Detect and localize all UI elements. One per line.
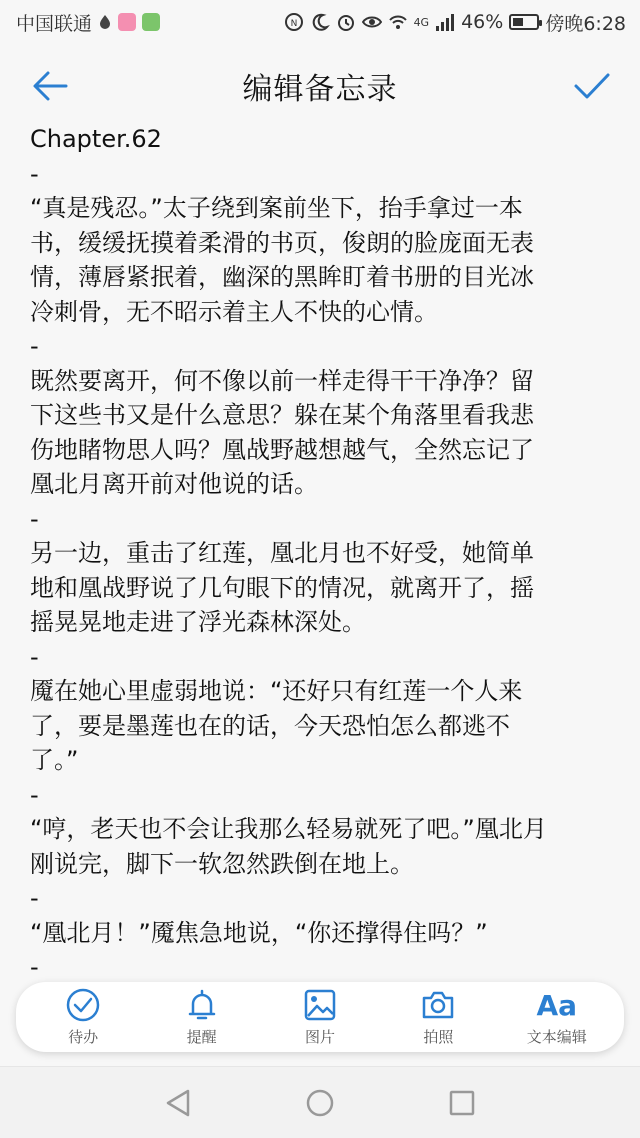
text-format-icon: Aa bbox=[536, 988, 578, 1022]
memo-line: 凰北月离开前对他说的话。 bbox=[30, 470, 318, 498]
arrow-left-icon bbox=[32, 70, 68, 102]
bell-icon bbox=[184, 987, 220, 1023]
carrier-name: 中国联通 bbox=[16, 12, 93, 35]
memo-line: - bbox=[30, 332, 39, 360]
memo-line: 地和凰战野说了几句眼下的情况，就离开了，摇 bbox=[30, 573, 534, 602]
reminder-button[interactable] bbox=[147, 984, 257, 1050]
status-right bbox=[284, 9, 626, 36]
memo-line: - bbox=[30, 780, 39, 809]
memo-line: 书，缓缓抚摸着柔滑的书页，俊朗的脸庞面无表 bbox=[30, 228, 534, 257]
status-bar bbox=[0, 0, 640, 44]
memo-line: 了，要是墨莲也在的话，今天恐怕怎么都逃不 bbox=[30, 711, 510, 740]
navigation-bar bbox=[0, 1066, 640, 1138]
back-button[interactable] bbox=[28, 66, 72, 106]
memo-line: 伤地睹物思人吗？凰战野越想越气，全然忘记了 bbox=[30, 435, 534, 464]
check-circle-icon bbox=[65, 987, 101, 1023]
memo-line: 情，薄唇紧抿着，幽深的黑眸盯着书册的目光冰 bbox=[30, 263, 534, 291]
battery-icon bbox=[509, 14, 539, 30]
todo-button[interactable] bbox=[28, 984, 138, 1050]
recents-square-icon bbox=[448, 1089, 476, 1117]
nav-back-button[interactable] bbox=[162, 1087, 194, 1119]
reminder-label: 提醒 bbox=[186, 1028, 217, 1046]
memo-line: “真是残忍。”太子绕到案前坐下，抬手拿过一本 bbox=[30, 194, 523, 222]
camera-label: 拍照 bbox=[423, 1028, 454, 1046]
svg-text:N: N bbox=[290, 19, 297, 29]
memo-line: 摇晃晃地走进了浮光森林深处。 bbox=[30, 608, 366, 636]
memo-line: “凰北月！”魇焦急地说，“你还撑得住吗？” bbox=[30, 918, 488, 947]
memo-line: - bbox=[30, 159, 39, 188]
check-icon bbox=[573, 71, 611, 101]
bottom-toolbar bbox=[16, 982, 624, 1052]
signal-icon bbox=[435, 12, 455, 32]
page-title: 编辑备忘录 bbox=[242, 72, 398, 107]
memo-line: 冷刺骨，无不昭示着主人不快的心情。 bbox=[30, 297, 438, 326]
header bbox=[0, 44, 640, 128]
text-edit-button[interactable] bbox=[502, 984, 612, 1050]
nfc-icon bbox=[284, 12, 304, 32]
wifi-icon bbox=[388, 12, 408, 32]
home-circle-icon bbox=[305, 1088, 335, 1118]
camera-icon bbox=[420, 987, 456, 1023]
back-triangle-icon bbox=[164, 1088, 192, 1118]
app-notification-icon bbox=[142, 13, 160, 31]
todo-label: 待办 bbox=[68, 1028, 99, 1046]
clock: 傍晚6:28 bbox=[545, 12, 626, 35]
memo-line: 下这些书又是什么意思？躲在某个角落里看我悲 bbox=[30, 401, 534, 429]
image-icon bbox=[302, 987, 338, 1023]
network-type: 4G bbox=[413, 15, 430, 29]
memo-line: Chapter.62 bbox=[30, 125, 162, 153]
memo-line: - bbox=[30, 884, 39, 912]
battery-percent: 46% bbox=[461, 11, 504, 33]
memo-line: - bbox=[30, 504, 39, 533]
eye-icon bbox=[362, 12, 382, 32]
memo-line: 魇在她心里虚弱地说：“还好只有红莲一个人来 bbox=[30, 677, 523, 705]
nav-home-button[interactable] bbox=[304, 1087, 336, 1119]
nav-recents-button[interactable] bbox=[446, 1087, 478, 1119]
status-left bbox=[16, 9, 160, 36]
memo-line: “哼，老天也不会让我那么轻易就死了吧。”凰北月 bbox=[30, 815, 547, 843]
alarm-icon bbox=[336, 12, 356, 32]
image-button[interactable] bbox=[265, 984, 375, 1050]
app-notification-icon bbox=[118, 13, 136, 31]
image-label: 图片 bbox=[304, 1028, 335, 1046]
moon-icon bbox=[310, 12, 330, 32]
confirm-button[interactable] bbox=[570, 66, 614, 106]
camera-button[interactable] bbox=[383, 984, 493, 1050]
text-edit-label: 文本编辑 bbox=[526, 1028, 587, 1046]
drop-icon bbox=[98, 14, 112, 30]
memo-line: 另一边，重击了红莲，凰北月也不好受，她简单 bbox=[30, 539, 534, 567]
memo-line: 既然要离开，何不像以前一样走得干干净净？留 bbox=[30, 366, 534, 395]
memo-line: 了。” bbox=[30, 746, 79, 774]
memo-text-area[interactable] bbox=[30, 122, 615, 972]
memo-line: - bbox=[30, 642, 39, 671]
memo-line: - bbox=[30, 953, 39, 972]
memo-line: 刚说完，脚下一软忽然跌倒在地上。 bbox=[30, 849, 414, 878]
